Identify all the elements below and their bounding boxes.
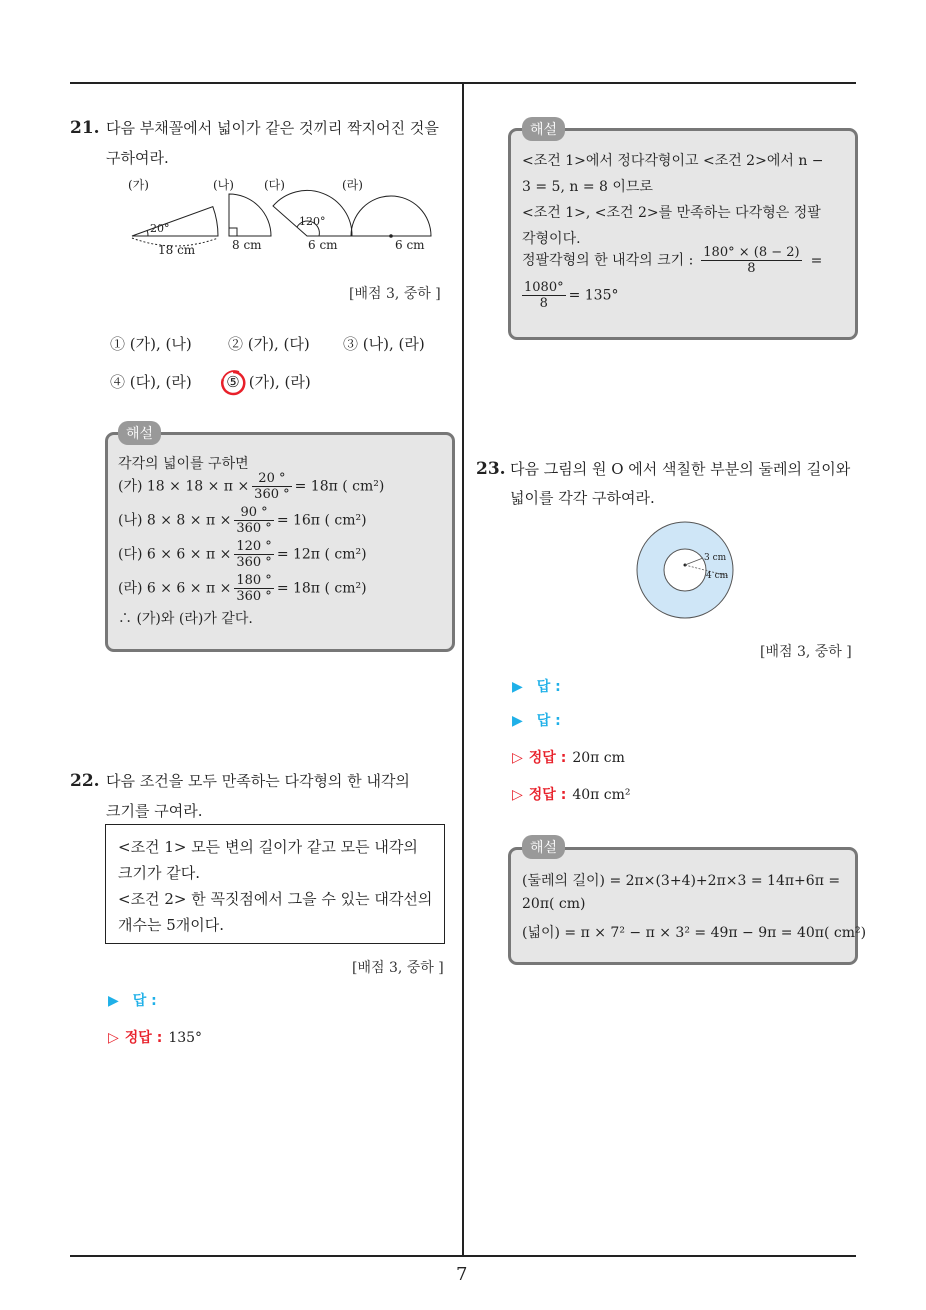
q22-condition-line1: <조건 1> 모든 변의 길이가 같고 모든 내각의 [118,838,418,856]
sector-ra [351,196,431,237]
choice5-label: (가), (라) [248,373,311,391]
q22-explanation-line2: 3 = 5, n = 8 이므로 [522,179,653,195]
q23-explanation-line3: (넓이) = π × 7² − π × 3² = 49π − 9π = 40π( cm²) [522,925,867,941]
q21-sector-figure [118,172,448,260]
page-number: 7 [456,1264,468,1285]
sector-da [273,190,352,236]
q21-choice-1[interactable]: ① (가), (나) [110,335,192,353]
sector-ga [132,207,218,246]
q21-text-line2: 구하여라. [106,149,169,167]
bottom-rule [70,1255,856,1257]
q22-number: 22. [70,771,100,791]
q22-condition-line3: <조건 2> 한 꼭짓점에서 그을 수 있는 대각선의 [118,890,433,908]
correct-triangle-icon: ▷ [108,1030,119,1046]
q21-radius-ga: 18 cm [158,243,196,257]
q23-inner-label: 3 cm [704,553,727,563]
q23-correct-row-1: ▷ 정답 : 20π cm [512,750,625,766]
q23-answer-row-2[interactable]: ▶ 답 : [512,713,561,729]
q21-radius-ra: 6 cm [395,238,425,252]
q22-explanation-line4: 각형이다. [522,231,581,247]
q21-text-line1: 다음 부채꼴에서 넓이가 같은 것끼리 짝지어진 것을 [106,119,439,137]
q23-text-line2: 넓이를 각각 구하여라. [510,489,655,507]
answer-triangle-icon: ▶ [512,679,523,695]
q22-explanation-tag: 해설 [522,117,565,141]
q21-explanation-intro: 각각의 넓이를 구하면 [118,456,249,472]
q22-correct-value: 135° [168,1030,203,1046]
q22-explanation-line1: <조건 1>에서 정다각형이고 <조건 2>에서 n − [522,153,824,169]
q21-explanation-line-da: (다) 6 × 6 × π × $\frac{120 ^\circ}{360 ^\circ}$ = 12π ( cm²) [118,539,367,570]
correct-triangle-icon: ▷ [512,787,523,803]
q22-score: [배점 3, 중하 ] [352,960,444,976]
inner-circle [664,549,706,591]
choice5-number-mark: ⑤ [226,373,240,391]
q22-text-line1: 다음 조건을 모두 만족하는 다각형의 한 내각의 [106,772,410,790]
q23-explanation-line2: 20π( cm) [522,896,586,912]
q21-label-na: (나) [213,178,234,192]
q22-explanation-formula2: $\frac{1080^\circ}{8}$ = 135° [524,280,619,311]
q23-text-line1: 다음 그림의 원 O 에서 색칠한 부분의 둘레의 길이와 [510,460,851,478]
q22-condition-line4: 개수는 5개이다. [118,916,225,934]
q23-score: [배점 3, 중하 ] [760,644,852,660]
correct-triangle-icon: ▷ [512,750,523,766]
q21-choice-4[interactable]: ④ (다), (라) [110,373,192,391]
q23-answer-row-1[interactable]: ▶ 답 : [512,679,561,695]
q21-explanation-line-ra: (라) 6 × 6 × π × $\frac{180 ^\circ}{360 ^\circ}$ = 18π ( cm²) [118,573,367,604]
selected-circle-mark [219,369,247,397]
q21-explanation-line-na: (나) 8 × 8 × π × $\frac{90 ^\circ}{360 ^\circ}$ = 16π ( cm²) [118,505,367,536]
q21-explanation-line-ga: (가) 18 × 18 × π × $\frac{20 ^\circ}{360 ^\circ}$ = 18π ( cm²) [118,471,385,502]
q21-label-ra: (라) [342,178,363,192]
q21-label-da: (다) [264,178,285,192]
q21-score: [배점 3, 중하 ] [349,286,441,302]
q21-radius-na: 8 cm [232,238,262,252]
sector-na [229,194,271,236]
q22-answer-row[interactable] [108,990,157,1010]
q21-explanation-tag: 해설 [118,421,161,445]
q21-label-ga: (가) [128,178,149,192]
q23-number: 23. [476,459,506,479]
q22-condition-line2: 크기가 같다. [118,864,200,882]
q21-angle-ga: 20° [150,222,170,235]
q21-choice-3[interactable]: ③ (나), (라) [343,335,425,353]
q22-correct-row [108,1027,202,1047]
q22-explanation-formula: 정팔각형의 한 내각의 크기 : $\frac{180^\circ \times (8 - 2)}{8}$ = [522,245,823,276]
column-divider [462,83,464,1256]
q22-correct-label: 정답 : [124,1030,163,1046]
q22-explanation-line3: <조건 1>, <조건 2>를 만족하는 다각형은 정팔 [522,205,821,221]
answer-triangle-icon: ▶ [108,993,119,1009]
q21-choice-2[interactable]: ② (가), (다) [228,335,310,353]
answer-triangle-icon: ▶ [512,713,523,729]
q22-text-line2: 크기를 구여라. [106,802,203,820]
q21-angle-da: 120° [299,215,326,228]
q23-correct-row-2: ▷ 정답 : 40π cm² [512,787,631,803]
q21-radius-da: 6 cm [308,238,338,252]
q23-explanation-line1: (둘레의 길이) = 2π×(3+4)+2π×3 = 14π+6π = [522,873,841,889]
q21-choice-5[interactable] [222,371,311,392]
q21-explanation-conclusion: ∴ (가)와 (라)가 같다. [118,611,253,627]
q23-outer-label: 4 cm [706,571,729,581]
q22-answer-label: 답 : [132,993,157,1009]
q21-number: 21. [70,118,100,138]
q23-annulus-figure [633,518,737,622]
q23-explanation-tag: 해설 [522,835,565,859]
